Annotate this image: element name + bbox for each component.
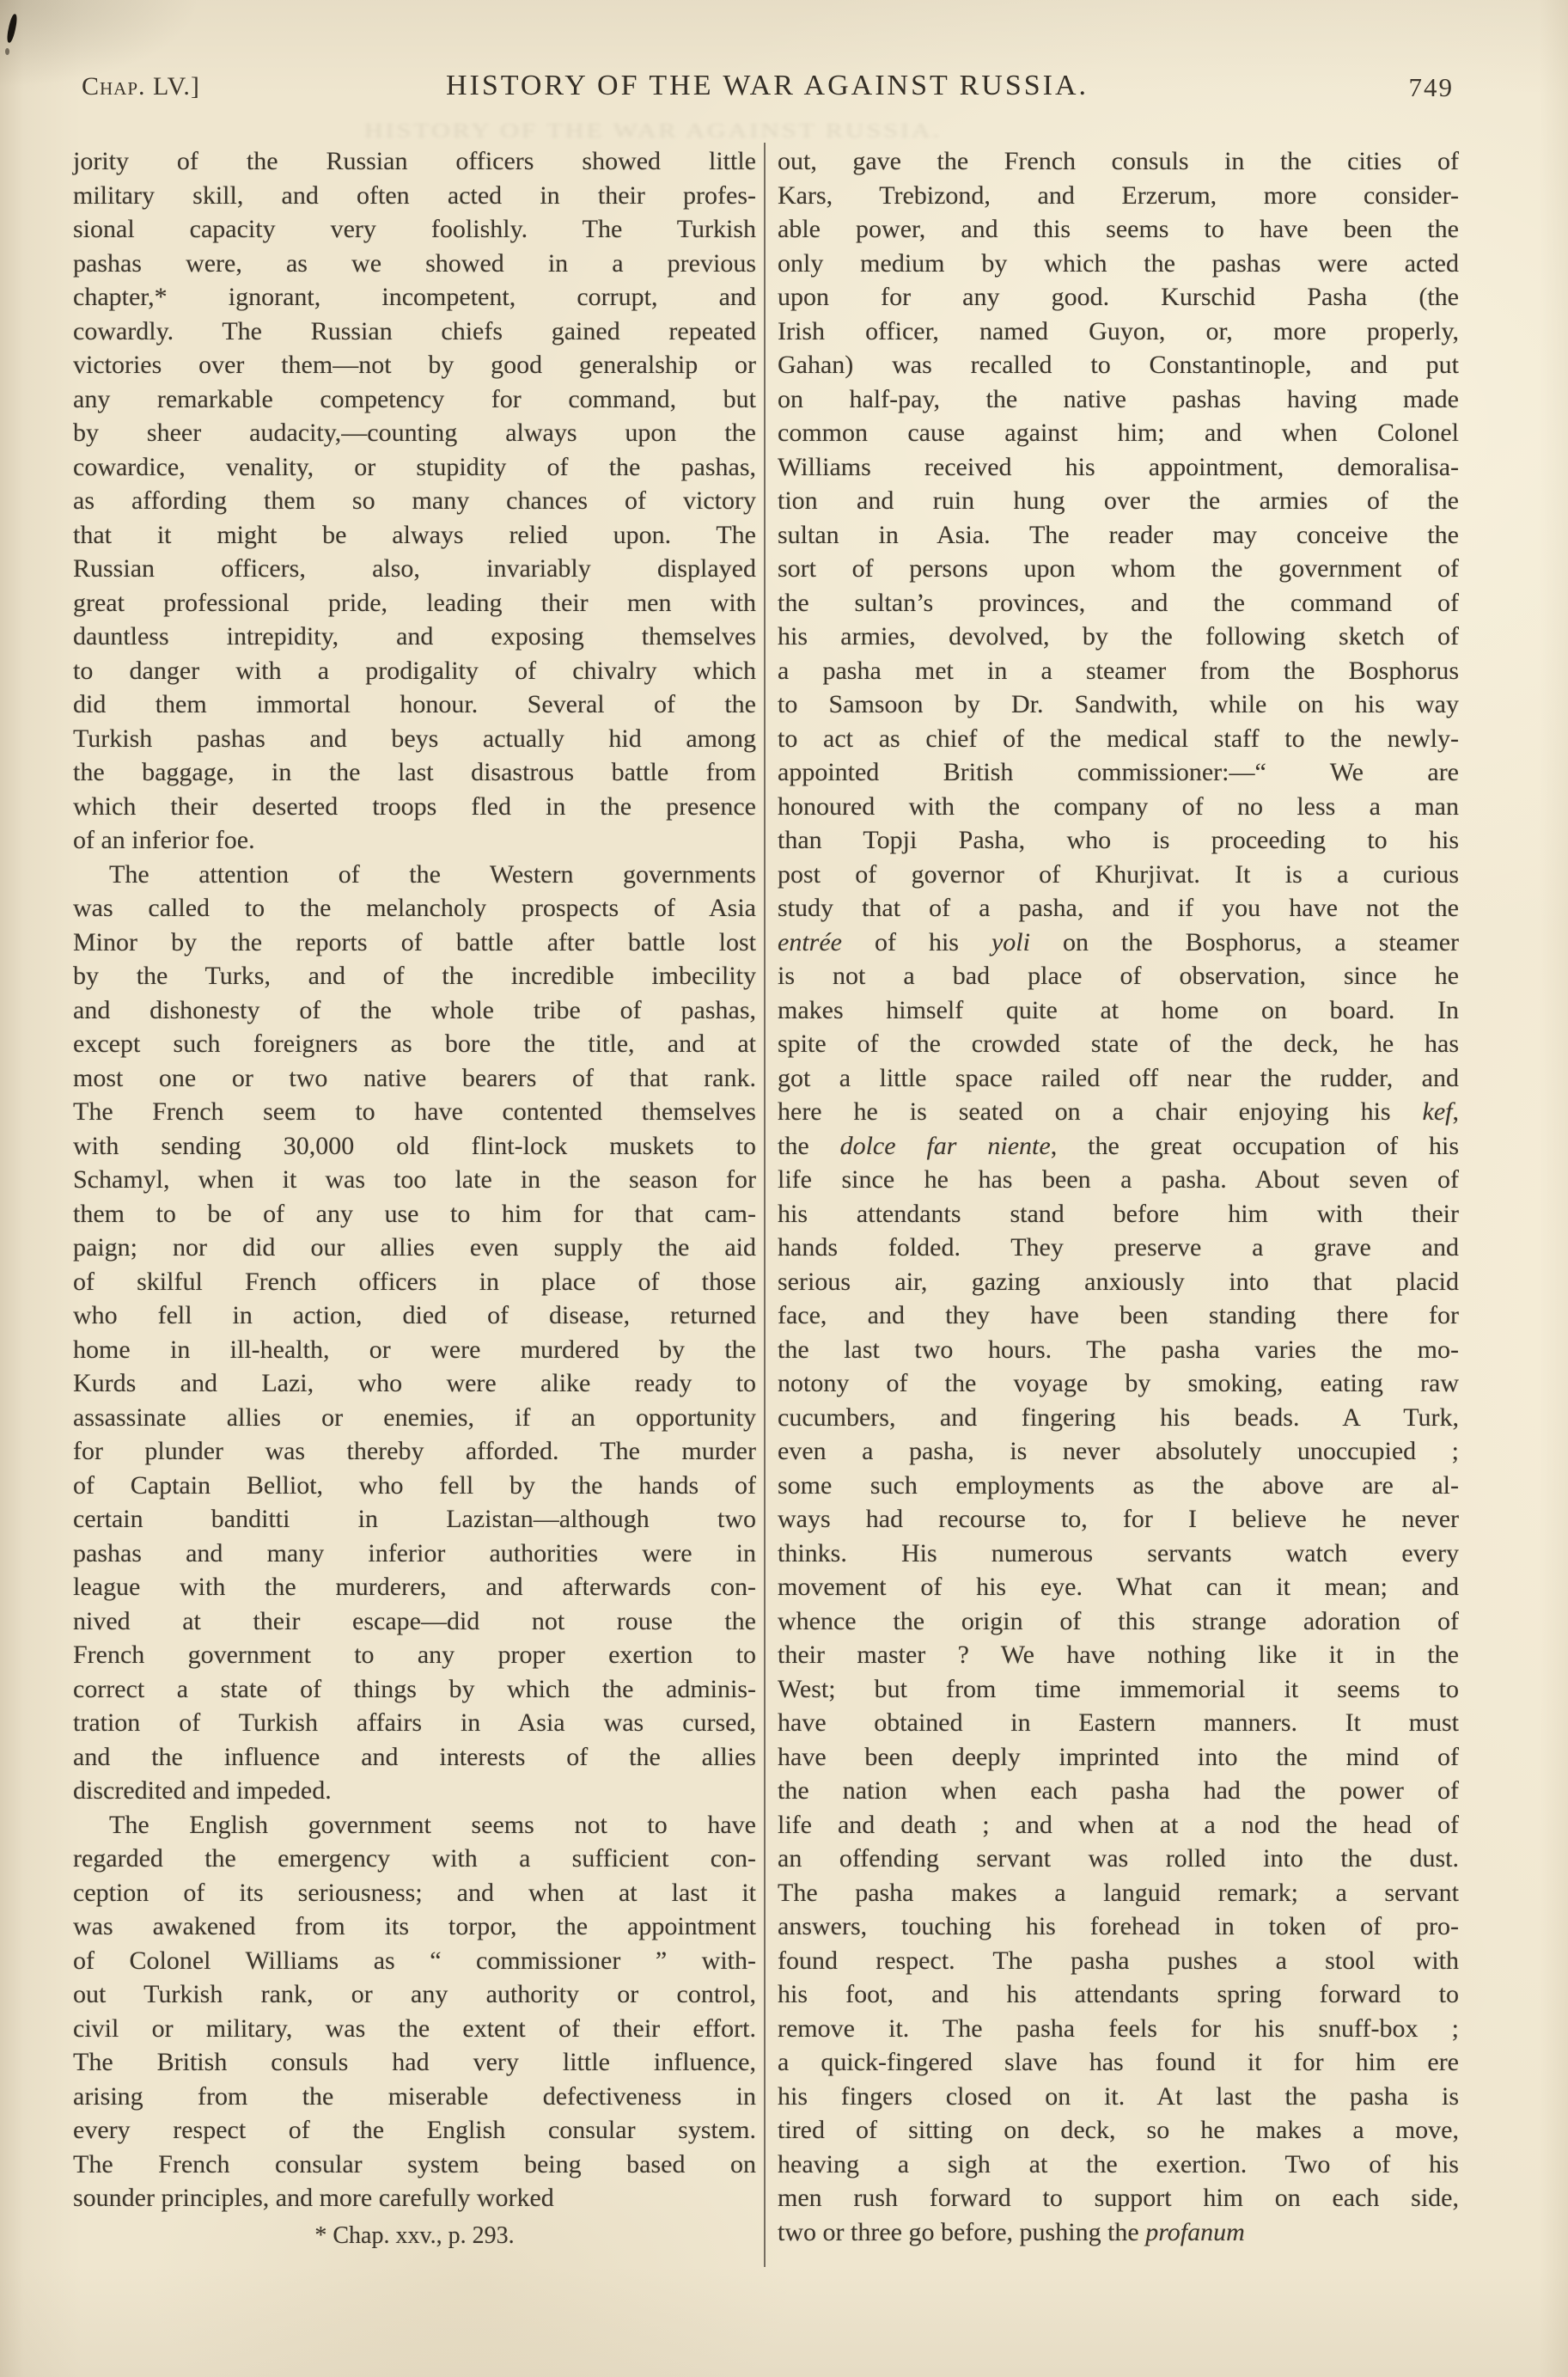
text-line: was called to the melancholy prospects of Asia [73,894,756,922]
footnote: * Chap. xxv., p. 293. [314,2222,515,2249]
page-header [0,72,1568,112]
text-line: the sultan’s provinces, and the command of [778,588,1459,617]
text-line: here he is seated on a chair enjoying his kef, [778,1097,1459,1126]
text-line: is not a bad place of observation, since he [778,962,1459,990]
text-line: West; but from time immemorial it seems to [778,1674,1459,1703]
text-line: only medium by which the pashas were acted [778,248,1459,278]
chapter-label: Chap. LV.] [82,72,200,101]
text-line: Williams received his appointment, demoralisa- [778,452,1459,481]
text-line: found respect. The pasha pushes a stool with [778,1946,1459,1975]
text-line: that it might be always relied upon. The [73,520,756,549]
text-line: the baggage, in the last disastrous battle from [73,758,756,786]
text-line: life since he has been a pasha. About seven of [778,1165,1459,1194]
text-line: The French consular system being based on [73,2149,756,2178]
text-line: post of governor of Khurjivat. It is a curious [778,859,1459,889]
text-line: spite of the crowded state of the deck, he has [778,1030,1459,1058]
text-line: who fell in action, died of disease, returned [73,1301,756,1329]
ink-speck [5,48,9,55]
text-line: victories over them—not by good generalship or [73,351,756,379]
text-line: to danger with a prodigality of chivalry which [73,656,756,685]
text-line: Minor by the reports of battle after battle lost [73,927,756,956]
text-line: was awakened from its torpor, the appointment [73,1912,756,1940]
text-line: his foot, and his attendants spring forward to [778,1980,1459,2008]
text-line: sultan in Asia. The reader may conceive the [778,520,1459,549]
text-line: hands folded. They preserve a grave and [778,1233,1459,1262]
text-line: ception of its seriousness; and when at last it [73,1878,756,1907]
title-ghost-impression: HISTORY OF THE WAR AGAINST RUSSIA. [363,119,943,143]
text-line: nived at their escape—did not rouse the [73,1606,756,1635]
text-line: arising from the miserable defectiveness in [73,2081,756,2111]
text-line: regarded the emergency with a sufficient con- [73,1844,756,1873]
text-line: Kurds and Lazi, who were alike ready to [73,1369,756,1397]
ink-smudge [6,14,19,44]
text-line: Irish officer, named Guyon, or, more properly, [778,316,1459,345]
text-line: assassinate allies or enemies, if an opportunity [73,1402,756,1432]
text-line: certain banditti in Lazistan—although two [73,1505,756,1533]
text-line: have been deeply imprinted into the mind of [778,1742,1459,1771]
column-divider [764,143,766,2267]
text-line: any remarkable competency for command, but [73,384,756,413]
text-line: correct a state of things by which the adminis- [73,1674,756,1703]
text-line: military skill, and often acted in their profes- [73,180,756,210]
text-line: able power, and this seems to have been the [778,215,1459,243]
text-line: tion and ruin hung over the armies of the [778,486,1459,515]
text-line: their master ? We have nothing like it in the [778,1641,1459,1669]
text-line: Russian officers, also, invariably displayed [73,554,756,583]
text-line: to Samsoon by Dr. Sandwith, while on his way [778,690,1459,718]
text-line: life and death ; and when at a nod the head of [778,1810,1459,1839]
right-column [778,144,1459,2249]
text-line: study that of a pasha, and if you have not the [778,894,1459,922]
text-line: discredited and impeded. [73,1776,332,1805]
text-line: have obtained in Eastern manners. It must [778,1708,1459,1737]
text-line: with sending 30,000 old flint-lock muskets to [73,1131,756,1160]
text-line: paign; nor did our allies even supply the aid [73,1233,756,1262]
text-line: by sheer audacity,—counting always upon the [73,419,756,447]
text-line: common cause against him; and when Colonel [778,419,1459,447]
text-line: his attendants stand before him with their [778,1199,1459,1228]
text-line: of Colonel Williams as “ commissioner ” with- [73,1946,756,1975]
text-line: entrée of his yoli on the Bosphorus, a steamer [778,927,1460,956]
text-line: pashas were, as we showed in a previous [73,248,756,278]
text-line: The English government seems not to have [109,1810,756,1839]
text-line: of an inferior foe. [73,826,255,854]
text-line: face, and they have been standing there for [778,1301,1459,1329]
text-line: them to be of any use to him for that cam- [73,1199,756,1228]
text-line: men rush forward to support him on each side, [778,2184,1459,2212]
text-line: even a pasha, is never absolutely unoccupied ; [778,1437,1459,1465]
text-line: and dishonesty of the whole tribe of pashas, [73,995,756,1024]
text-line: league with the murderers, and afterwards con- [73,1573,756,1601]
text-line: jority of the Russian officers showed little [73,147,756,175]
text-line: pashas and many inferior authorities were in [73,1538,756,1567]
text-line: chapter,* ignorant, incompetent, corrupt, and [73,283,756,311]
text-line: a pasha met in a steamer from the Bosphorus [778,656,1459,685]
text-line: serious air, gazing anxiously into that placid [778,1267,1459,1296]
text-line: of skilful French officers in place of those [73,1267,756,1296]
text-line: a quick-fingered slave has found it for him ere [778,2048,1459,2076]
text-line: tired of sitting on deck, so he makes a move, [778,2116,1459,2144]
text-line: appointed British commissioner:—“ We are [778,758,1459,786]
text-line: which their deserted troops fled in the presence [73,791,756,821]
text-line: except such foreigners as bore the title, and at [73,1030,756,1058]
page-title: HISTORY OF THE WAR AGAINST RUSSIA. [445,70,1089,101]
text-line: for plunder was thereby afforded. The murder [73,1437,756,1465]
text-line: heaving a sigh at the exertion. Two of his [778,2149,1459,2178]
text-line: two or three go before, pushing the profanum [778,2217,1245,2246]
text-line: Gahan) was recalled to Constantinople, and put [778,351,1459,379]
left-column [73,144,756,2215]
text-line: most one or two native bearers of that rank. [73,1063,756,1092]
text-line: upon for any good. Kurschid Pasha (the [778,283,1459,311]
text-line: his armies, devolved, by the following sketch of [778,622,1459,651]
text-line: French government to any proper exertion to [73,1641,756,1669]
text-line: some such employments as the above are al- [778,1470,1459,1500]
text-line: sounder principles, and more carefully worked [73,2184,554,2212]
text-line: Kars, Trebizond, and Erzerum, more consider- [778,180,1459,210]
text-line: The pasha makes a languid remark; a servant [778,1878,1459,1907]
text-line: the last two hours. The pasha varies the mo- [778,1335,1459,1364]
text-line: The attention of the Western governments [109,859,756,889]
text-line: on half-pay, the native pashas having made [778,384,1459,413]
text-line: The French seem to have contented themselves [73,1097,756,1126]
text-line: home in ill-health, or were murdered by the [73,1335,756,1364]
text-line: out, gave the French consuls in the cities of [778,147,1459,175]
text-line: by the Turks, and of the incredible imbecility [73,962,756,990]
text-line: cowardly. The Russian chiefs gained repeated [73,316,756,345]
text-line: honoured with the company of no less a man [778,791,1459,821]
text-line: makes himself quite at home on board. In [778,995,1459,1024]
text-line: notony of the voyage by smoking, eating raw [778,1369,1459,1397]
text-line: out Turkish rank, or any authority or control, [73,1980,756,2008]
text-line: dauntless intrepidity, and exposing themselves [73,622,756,651]
text-line: did them immortal honour. Several of the [73,690,756,718]
text-line: answers, touching his forehead in token of pro- [778,1912,1459,1940]
text-line: Schamyl, when it was too late in the season for [73,1165,756,1194]
text-line: of Captain Belliot, who fell by the hands of [73,1470,756,1500]
text-line: the nation when each pasha had the power of [778,1776,1459,1805]
text-line: remove it. The pasha feels for his snuff-box ; [778,2013,1459,2043]
text-line: tration of Turkish affairs in Asia was cursed, [73,1708,756,1737]
text-line: Turkish pashas and beys actually hid among [73,724,756,753]
text-line: whence the origin of this strange adoration of [778,1606,1459,1635]
text-line: civil or military, was the extent of their effort. [73,2013,756,2043]
text-line: sort of persons upon whom the government of [778,554,1459,583]
text-line: got a little space railed off near the rudder, and [778,1063,1459,1092]
text-line: and the influence and interests of the allies [73,1742,756,1771]
text-line: the dolce far niente, the great occupation of his [778,1131,1459,1160]
text-line: thinks. His numerous servants watch every [778,1538,1459,1567]
text-line: cucumbers, and fingering his beads. A Turk, [778,1402,1459,1432]
text-line: ways had recourse to, for I believe he never [778,1505,1459,1533]
text-line: The British consuls had very little influence, [73,2048,756,2076]
text-line: to act as chief of the medical staff to the newly- [778,724,1459,753]
text-line: every respect of the English consular system. [73,2116,756,2144]
text-line: than Topji Pasha, who is proceeding to his [778,826,1459,854]
text-line: cowardice, venality, or stupidity of the pashas, [73,452,756,481]
text-line: movement of his eye. What can it mean; and [778,1573,1459,1601]
text-line: as affording them so many chances of victory [73,486,756,515]
text-line: his fingers closed on it. At last the pasha is [778,2081,1459,2111]
text-line: an offending servant was rolled into the dust. [778,1844,1459,1873]
page-number: 749 [1408,72,1454,102]
text-line: great professional pride, leading their men with [73,588,756,617]
text-line: sional capacity very foolishly. The Turkish [73,215,756,243]
